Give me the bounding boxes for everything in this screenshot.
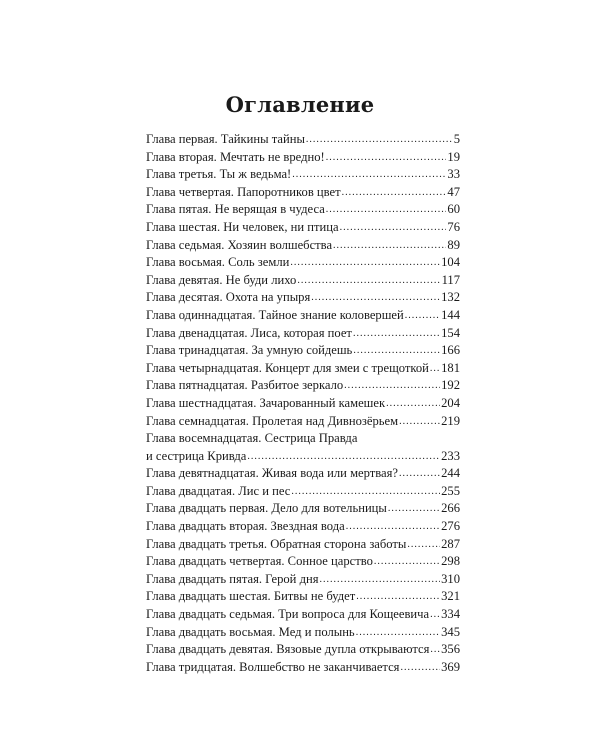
toc-entry-title: Глава двадцать четвертая. Сонное царство bbox=[146, 554, 373, 569]
dot-leader bbox=[340, 219, 447, 237]
toc-page-number: 334 bbox=[441, 607, 460, 622]
toc-page-number: 104 bbox=[441, 255, 460, 270]
toc-page-number: 287 bbox=[441, 536, 460, 551]
dot-leader bbox=[430, 360, 440, 378]
toc-entry bbox=[146, 254, 460, 272]
toc-page-number: 310 bbox=[441, 571, 460, 586]
dot-leader bbox=[311, 289, 440, 307]
toc-page-number: 144 bbox=[441, 307, 460, 322]
dot-leader bbox=[400, 659, 440, 677]
toc-entry bbox=[146, 325, 460, 343]
dot-leader bbox=[356, 624, 440, 642]
dot-leader bbox=[407, 536, 440, 554]
toc-entry-title: Глава двенадцатая. Лиса, которая поет bbox=[146, 325, 352, 340]
dot-leader bbox=[346, 518, 440, 536]
toc-entry-title: Глава двадцать восьмая. Мед и полынь bbox=[146, 624, 355, 639]
toc-page-number: 204 bbox=[441, 395, 460, 410]
dot-leader bbox=[333, 237, 446, 255]
toc-entry-title: Глава двадцать девятая. Вязовые дупла открываются bbox=[146, 642, 430, 657]
dot-leader bbox=[247, 448, 440, 466]
toc-page-number: 166 bbox=[441, 343, 460, 358]
dot-leader bbox=[342, 184, 447, 202]
toc-entry-title: Глава двадцать пятая. Герой дня bbox=[146, 571, 319, 586]
toc-entry-title: Глава девятая. Не буди лихо bbox=[146, 272, 297, 287]
dot-leader bbox=[326, 149, 447, 167]
toc-page-number: 60 bbox=[447, 202, 460, 217]
toc-entry-title: Глава одиннадцатая. Тайное знание коловершей bbox=[146, 307, 404, 322]
dot-leader bbox=[399, 413, 440, 431]
toc-entry-title: Глава двадцать третья. Обратная сторона заботы bbox=[146, 536, 407, 551]
toc-entry bbox=[146, 131, 460, 149]
toc-entry-title: Глава пятая. Не верящая в чудеса bbox=[146, 202, 325, 217]
dot-leader bbox=[297, 272, 440, 290]
toc-entry bbox=[146, 536, 460, 554]
toc-entry bbox=[146, 272, 460, 290]
dot-leader bbox=[320, 571, 441, 589]
toc-page-number: 154 bbox=[441, 325, 460, 340]
toc-page-number: 19 bbox=[447, 149, 460, 164]
toc-entry bbox=[146, 289, 460, 307]
dot-leader bbox=[386, 395, 440, 413]
dot-leader bbox=[374, 553, 440, 571]
dot-leader bbox=[292, 166, 446, 184]
toc-page-number: 233 bbox=[441, 448, 460, 463]
toc-entry bbox=[146, 219, 460, 237]
toc-page-number: 181 bbox=[441, 360, 460, 375]
dot-leader bbox=[326, 201, 447, 219]
toc-entry-title: Глава шестая. Ни человек, ни птица bbox=[146, 219, 339, 234]
toc-page-number: 345 bbox=[441, 624, 460, 639]
dot-leader bbox=[291, 483, 440, 501]
toc-entry bbox=[146, 360, 460, 378]
dot-leader bbox=[290, 254, 440, 272]
toc-page-number: 298 bbox=[441, 554, 460, 569]
toc-page-number: 89 bbox=[447, 237, 460, 252]
toc-entry bbox=[146, 624, 460, 642]
dot-leader bbox=[405, 307, 440, 325]
toc-entry-title: Глава семнадцатая. Пролетая над Дивнозёрьем bbox=[146, 413, 399, 428]
toc-page-number: 369 bbox=[441, 659, 460, 674]
toc-entry-title: Глава третья. Ты ж ведьма! bbox=[146, 167, 292, 182]
toc-entry-title: Глава двадцать вторая. Звездная вода bbox=[146, 519, 345, 534]
toc-entry bbox=[146, 483, 460, 501]
toc-entry-title: Глава четырнадцатая. Концерт для змеи с трещоткой bbox=[146, 360, 429, 375]
toc-page-number: 33 bbox=[447, 167, 460, 182]
table-of-contents bbox=[146, 131, 460, 676]
dot-leader bbox=[388, 500, 440, 518]
toc-entry bbox=[146, 184, 460, 202]
toc-entry-title: Глава двадцатая. Лис и пес bbox=[146, 483, 291, 498]
toc-entry bbox=[146, 342, 460, 360]
dot-leader bbox=[430, 606, 440, 624]
toc-entry-title: Глава восьмая. Соль земли bbox=[146, 255, 290, 270]
dot-leader bbox=[430, 641, 440, 659]
toc-entry bbox=[146, 641, 460, 659]
toc-entry bbox=[146, 377, 460, 395]
toc-entry bbox=[146, 606, 460, 624]
toc-page-number: 266 bbox=[441, 501, 460, 516]
toc-page-number: 47 bbox=[447, 184, 460, 199]
toc-page-number: 244 bbox=[441, 466, 460, 481]
toc-entry-title: и сестрица Кривда bbox=[146, 448, 247, 463]
toc-entry-title: Глава тридцатая. Волшебство не заканчивается bbox=[146, 659, 400, 674]
toc-page-number: 192 bbox=[441, 378, 460, 393]
toc-entry-title: Глава первая. Тайкины тайны bbox=[146, 132, 305, 146]
toc-entry bbox=[146, 659, 460, 677]
toc-page-number: 117 bbox=[441, 272, 460, 287]
toc-entry bbox=[146, 553, 460, 571]
toc-page-number: 219 bbox=[441, 413, 460, 428]
toc-entry bbox=[146, 149, 460, 167]
toc-entry bbox=[146, 518, 460, 536]
dot-leader bbox=[356, 588, 440, 606]
dot-leader bbox=[353, 342, 440, 360]
toc-entry bbox=[146, 465, 460, 483]
toc-page-number: 76 bbox=[447, 219, 460, 234]
toc-entry-title: Глава шестнадцатая. Зачарованный камешек bbox=[146, 395, 386, 410]
toc-entry bbox=[146, 201, 460, 219]
toc-page-number: 255 bbox=[441, 483, 460, 498]
dot-leader bbox=[306, 131, 453, 149]
toc-page-number: 276 bbox=[441, 519, 460, 534]
toc-entry-title: Глава четвертая. Папоротников цвет bbox=[146, 184, 341, 199]
toc-entry-heading-line: Глава восемнадцатая. Сестрица Правда bbox=[146, 431, 358, 446]
toc-entry bbox=[146, 237, 460, 255]
toc-entry bbox=[146, 166, 460, 184]
toc-entry bbox=[146, 500, 460, 518]
toc-entry bbox=[146, 571, 460, 589]
toc-entry-title: Глава девятнадцатая. Живая вода или мертвая? bbox=[146, 466, 399, 481]
toc-page-number: 5 bbox=[453, 132, 460, 146]
toc-entry-title: Глава десятая. Охота на упыря bbox=[146, 290, 311, 305]
toc-page-number: 132 bbox=[441, 290, 460, 305]
toc-entry bbox=[146, 448, 460, 466]
toc-entry-title: Глава пятнадцатая. Разбитое зеркало bbox=[146, 378, 344, 393]
toc-entry bbox=[146, 413, 460, 431]
toc-entry bbox=[146, 395, 460, 413]
toc-entry-title: Глава вторая. Мечтать не вредно! bbox=[146, 149, 325, 164]
dot-leader bbox=[399, 465, 440, 483]
toc-entry-title: Глава двадцать седьмая. Три вопроса для Кощеевича bbox=[146, 607, 430, 622]
toc-entry bbox=[146, 588, 460, 606]
toc-page-number: 321 bbox=[441, 589, 460, 604]
toc-entry bbox=[146, 307, 460, 325]
toc-entry-title: Глава двадцать шестая. Битвы не будет bbox=[146, 589, 356, 604]
toc-page-number: 356 bbox=[441, 642, 460, 657]
dot-leader bbox=[353, 325, 440, 343]
page-title: Оглавление bbox=[225, 92, 375, 117]
dot-leader bbox=[344, 377, 440, 395]
toc-entry-title: Глава двадцать первая. Дело для вотельницы bbox=[146, 501, 387, 516]
toc-entry-title: Глава тринадцатая. За умную сойдешь bbox=[146, 343, 353, 358]
toc-entry-title: Глава седьмая. Хозяин волшебства bbox=[146, 237, 333, 252]
